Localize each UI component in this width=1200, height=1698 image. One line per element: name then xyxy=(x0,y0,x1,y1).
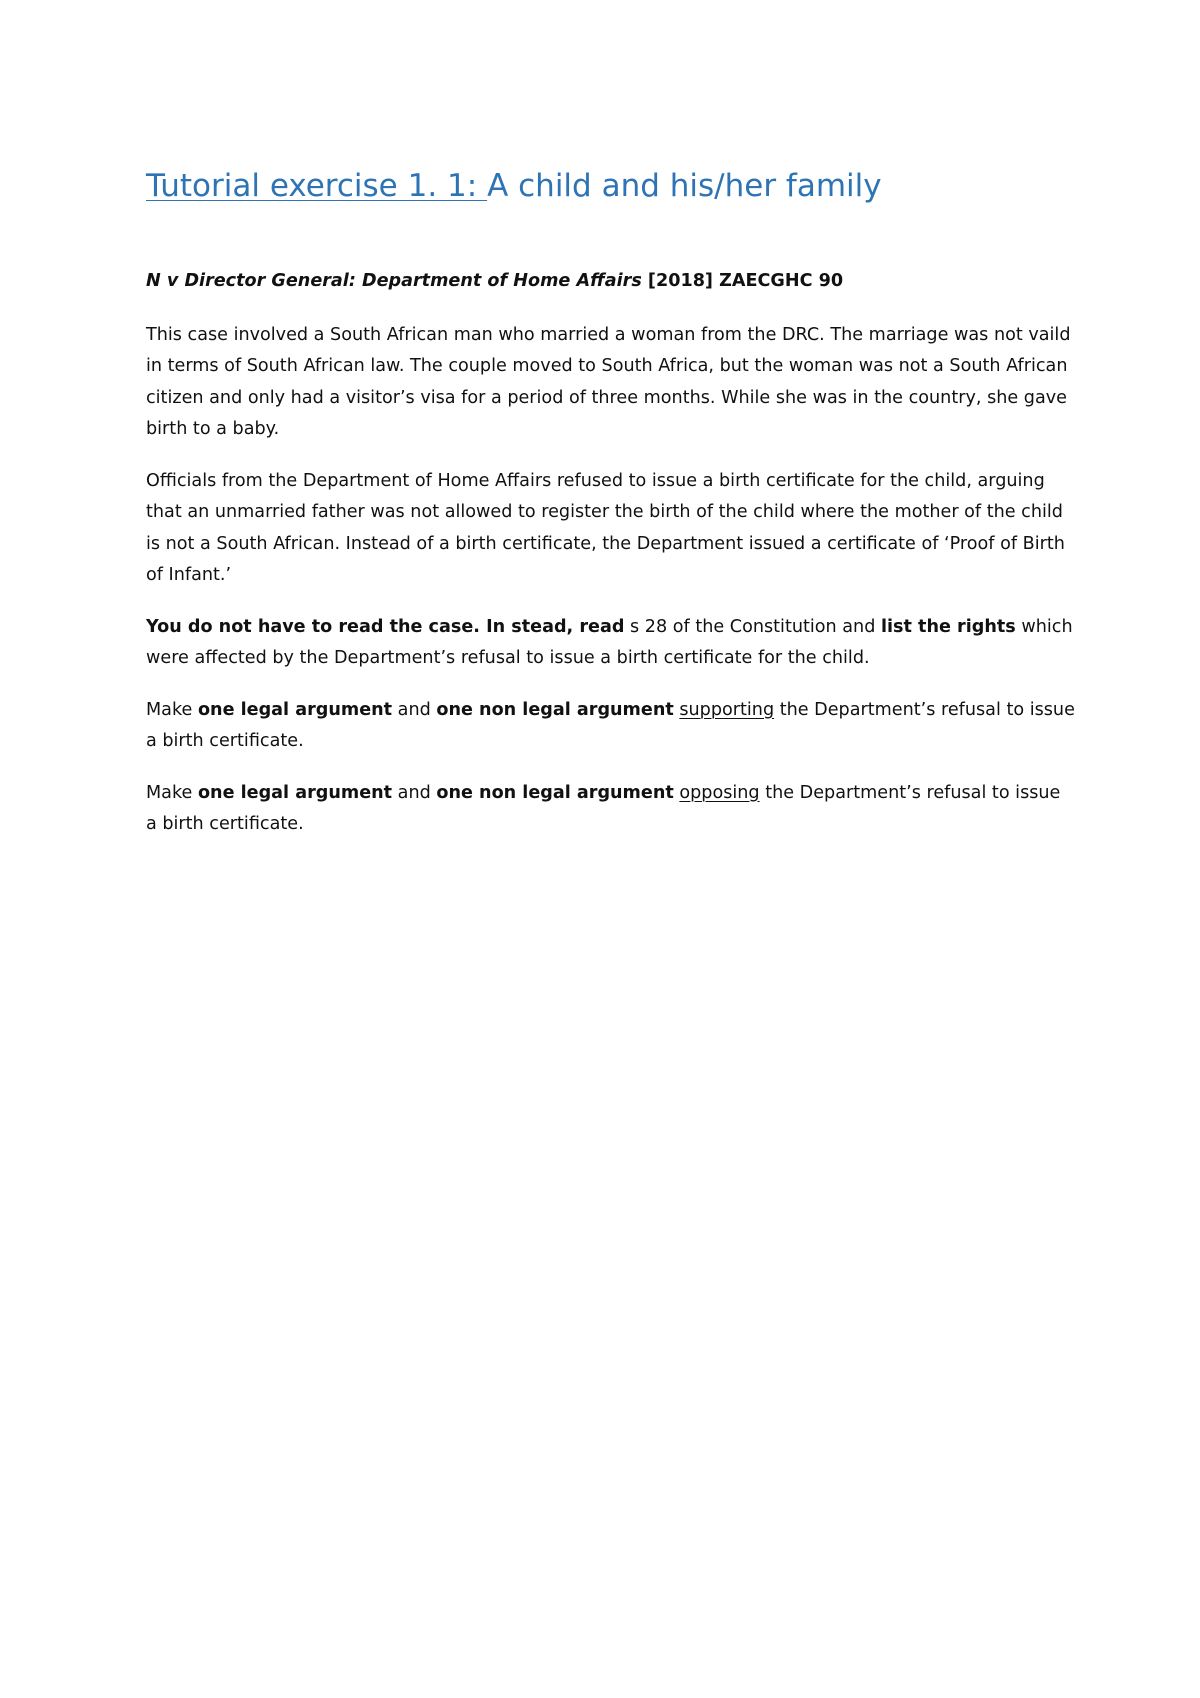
task-supporting-arguments xyxy=(146,695,1076,758)
task-opposing-arguments xyxy=(146,778,1076,841)
task-1-text: s 28 of the Constitution and xyxy=(624,616,881,637)
task-1-text-end: which were affected by the Department’s refusal to issue a birth certificate for the child. xyxy=(146,616,1073,668)
task-1-bold-list-rights: list the rights xyxy=(880,616,1016,637)
case-name: N v Director General: Department of Home Affairs xyxy=(146,271,642,291)
task-2-text-end: the Department’s refusal to issue a birth certificate. xyxy=(146,699,1075,751)
task-2-bold-legal: one legal argument xyxy=(197,699,393,720)
document-body xyxy=(146,266,1076,861)
title-rest: A child and his/her family xyxy=(487,168,882,204)
task-3-text: Make xyxy=(146,782,198,803)
task-3-bold-non-legal: one non legal argument xyxy=(436,782,674,803)
title-underlined-part: Tutorial exercise 1. 1: xyxy=(146,168,488,204)
task-2-bold-non-legal: one non legal argument xyxy=(436,699,674,720)
task-3-bold-legal: one legal argument xyxy=(197,782,393,803)
case-citation xyxy=(146,266,1076,298)
task-2-underlined-supporting: supporting xyxy=(679,699,775,720)
task-3-text-and: and xyxy=(392,782,437,803)
case-reference: [2018] ZAECGHC 90 xyxy=(641,271,844,291)
task-3-text-end: the Department’s refusal to issue a birth certificate. xyxy=(146,782,1061,834)
task-2-text-and: and xyxy=(392,699,437,720)
paragraph-facts: This case involved a South African man who married a woman from the DRC. The marriage was not vaild in terms of South African law. The couple moved to South Africa, but the woman was not a South African citizen and only had a visitor’s visa for a period of three months. While she was in the country, she gave birth to a baby. xyxy=(146,324,1071,439)
task-3-underlined-opposing: opposing xyxy=(679,782,760,803)
task-2-text: Make xyxy=(146,699,198,720)
task-list-rights xyxy=(146,612,1076,675)
task-1-bold-instruction: You do not have to read the case. In stead, read xyxy=(146,616,625,637)
paragraph-officials: Officials from the Department of Home Affairs refused to issue a birth certificate for the child, arguing that an unmarried father was not allowed to register the birth of the child where the mother of the child is not a South African. Instead of a birth certificate, the Department issued a certificate of ‘Proof of Birth of Infant.’ xyxy=(146,470,1065,585)
page-title xyxy=(146,166,882,206)
